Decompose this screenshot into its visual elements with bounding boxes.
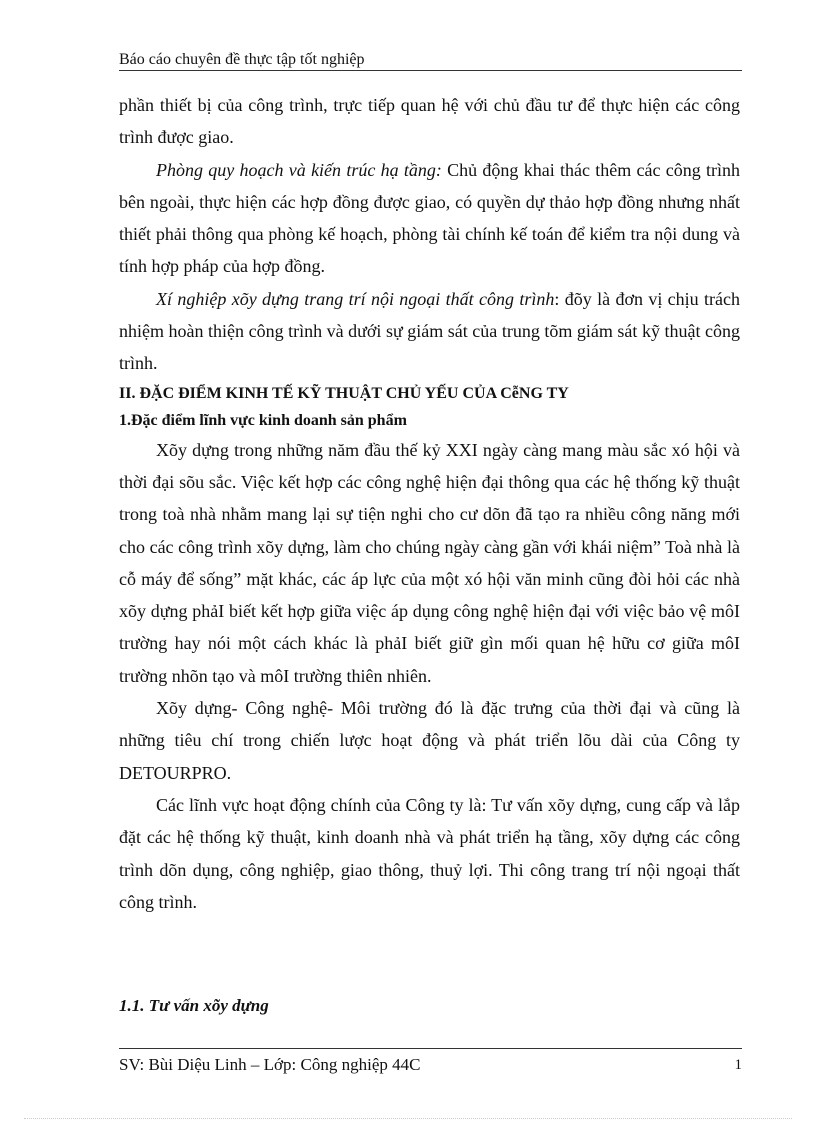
student-info: SV: Bùi Diệu Linh – Lớp: Công nghiệp 44C xyxy=(119,1055,421,1074)
unit-description: : đõy là đơn vị chịu trách nhiệm hoàn thiện công trình và dưới sự giám sát của trung tõm giám sát kỹ thuật công trình. xyxy=(119,288,740,374)
section-heading: II. ĐẶC ĐIỂM KINH TẾ KỸ THUẬT CHỦ YẾU CỦA CễNG TY xyxy=(119,384,569,402)
unit-name: Xí nghiệp xõy dựng trang trí nội ngoại thất công trình xyxy=(156,288,555,309)
document-body xyxy=(119,89,740,918)
subsection-heading: 1.Đặc điểm lĩnh vực kinh doanh sản phẩm xyxy=(119,411,407,429)
paragraph: phần thiết bị của công trình, trực tiếp quan hệ với chủ đầu tư để thực hiện các công trình được giao. xyxy=(119,95,740,148)
dept-name: Phòng quy hoạch và kiến trúc hạ tầng: xyxy=(156,159,442,180)
report-title: Báo cáo chuyên đề thực tập tốt nghiệp xyxy=(119,51,365,68)
sub-sub-heading: 1.1. Tư vấn xõy dựng xyxy=(119,996,269,1015)
page-edge-divider xyxy=(24,1118,792,1119)
page-header xyxy=(119,51,742,71)
paragraph: Xõy dựng- Công nghệ- Môi trường đó là đặc trưng của thời đại và cũng là những tiêu chí trong chiến lược hoạt động và phát triển lõu dài của Công ty DETOURPRO. xyxy=(119,698,740,783)
page-footer xyxy=(119,1048,742,1075)
paragraph: Xõy dựng trong những năm đầu thế kỷ XXI ngày càng mang màu sắc xó hội và thời đại sõu sắc. Việc kết hợp các công nghệ hiện đại thông qua các hệ thống kỹ thuật trong toà nhà nhằm mang lại sự tiện nghi cho cư dõn đã tạo ra nhiều công năng mới cho các công trình xõy dựng, làm cho chúng ngày càng gần với khái niệm” Toà nhà là cỗ máy để sống” mặt khác, các áp lực của một xó hội văn minh cũng đòi hỏi các nhà xõy dựng phảI biết kết hợp giữa việc áp dụng công nghệ hiện đại với việc bảo vệ môI trường hay nói một cách khác là phảI biết giữ gìn mối quan hệ hữu cơ giữa môI trường nhõn tạo và môI trường thiên nhiên. xyxy=(119,439,740,686)
page-number: 1 xyxy=(734,1057,742,1073)
paragraph-decoration-unit xyxy=(119,283,740,380)
paragraph-planning-dept xyxy=(119,154,740,283)
paragraph: Các lĩnh vực hoạt động chính của Công ty là: Tư vấn xõy dựng, cung cấp và lắp đặt các hệ thống kỹ thuật, kinh doanh nhà và phát triển hạ tầng, xõy dựng các công trình dõn dụng, công nghiệp, giao thông, thuỷ lợi. Thi công trang trí nội ngoại thất công trình. xyxy=(119,794,740,912)
dept-description: Chủ động khai thác thêm các công trình bên ngoài, thực hiện các hợp đồng được giao, có quyền dự thảo hợp đồng nhưng nhất thiết phải thông qua phòng kế hoạch, phòng tài chính kế toán để kiểm tra nội dung và tính hợp pháp của hợp đồng. xyxy=(119,159,741,277)
